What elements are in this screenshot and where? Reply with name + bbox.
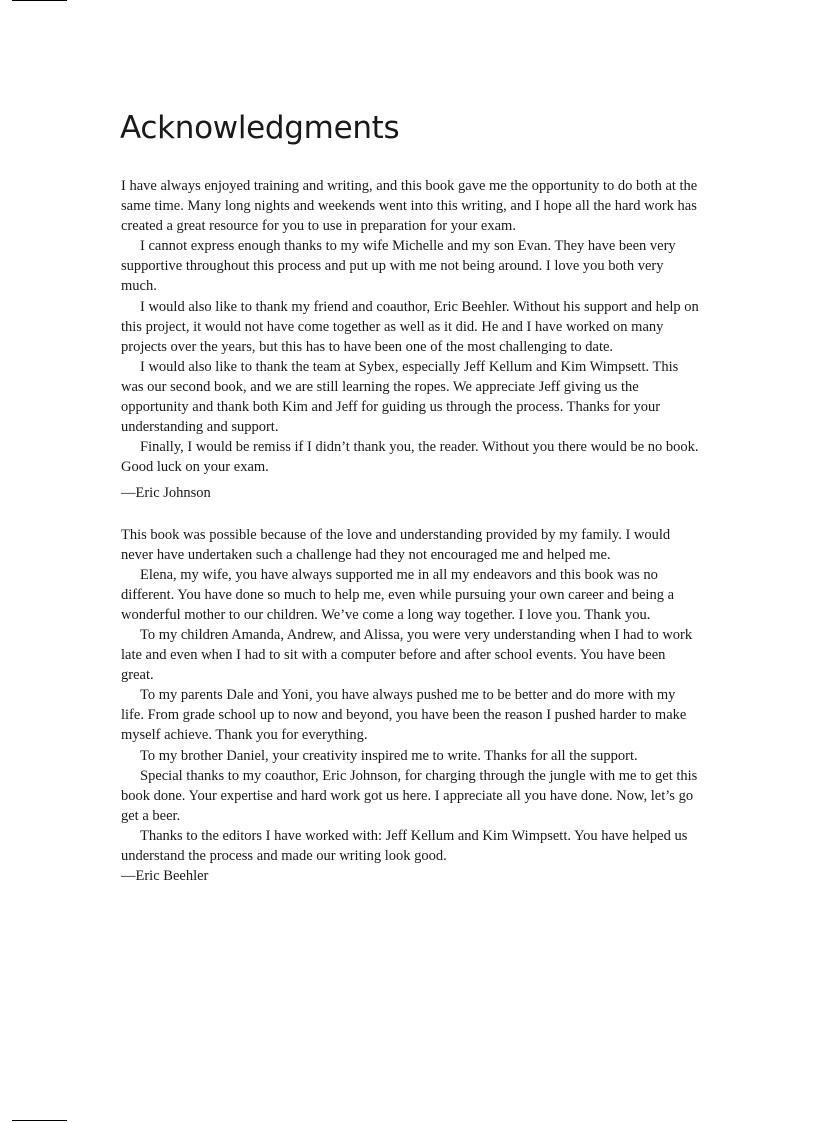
paragraph: I cannot express enough thanks to my wife Michelle and my son Evan. They have been very supportive throughout this process and put up with me not being around. I love you both very much. — [121, 238, 676, 295]
paragraph: This book was possible because of the love and understanding provided by my family. I would never have undertaken such a challenge had they not encouraged me and helped me. — [121, 526, 671, 563]
paragraph: I would also like to thank the team at Sybex, especially Jeff Kellum and Kim Wimpsett. This was our second book, and we are still learning the ropes. We appreciate Jeff giving us the opportunity and thank both Kim and Jeff for guiding us through the process. Thanks for your understanding and support. — [121, 358, 679, 436]
section-spacer — [121, 504, 701, 525]
page-title: Acknowledgments — [120, 110, 400, 146]
signature-beehler: —Eric Beehler — [121, 868, 209, 885]
paragraph: I would also like to thank my friend and coauthor, Eric Beehler. Without his support and help on this project, it would not have come together as well as it did. He and I have worked on many projects over the years, but this has to have been one of the most challenging to date. — [121, 298, 699, 355]
acknowledgments-body — [121, 176, 701, 886]
johnson-section — [121, 176, 701, 504]
beehler-section — [121, 525, 701, 887]
paragraph: Finally, I would be remiss if I didn’t thank you, the reader. Without you there would be no book. Good luck on your exam. — [121, 439, 699, 476]
crop-mark-top — [12, 0, 67, 1]
signature-johnson: —Eric Johnson — [121, 485, 211, 502]
paragraph: Elena, my wife, you have always supported me in all my endeavors and this book was no different. You have done so much to help me, even while pursuing your own career and being a wonderful mother to our children. We’ve come a long way together. I love you. Thank you. — [121, 566, 675, 623]
paragraph: To my brother Daniel, your creativity inspired me to write. Thanks for all the support. — [140, 747, 638, 764]
paragraph: Thanks to the editors I have worked with: Jeff Kellum and Kim Wimpsett. You have helped us understand the process and made our writing look good. — [121, 827, 688, 864]
paragraph: Special thanks to my coauthor, Eric Johnson, for charging through the jungle with me to get this book done. Your expertise and hard work got us here. I appreciate all you have done. Now, let’s go get a beer. — [121, 767, 698, 824]
paragraph: To my parents Dale and Yoni, you have always pushed me to be better and do more with my life. From grade school up to now and beyond, you have been the reason I pushed harder to make myself achieve. Thank you for everything. — [121, 687, 687, 744]
paragraph: To my children Amanda, Andrew, and Alissa, you were very understanding when I had to work late and even when I had to sit with a computer before and after school events. You have been great. — [121, 626, 693, 684]
crop-mark-bottom — [12, 1120, 67, 1121]
paragraph: I have always enjoyed training and writing, and this book gave me the opportunity to do both at the same time. Many long nights and weekends went into this writing, and I hope all the hard work has created a great resource for you to use in preparation for your exam. — [121, 178, 698, 235]
